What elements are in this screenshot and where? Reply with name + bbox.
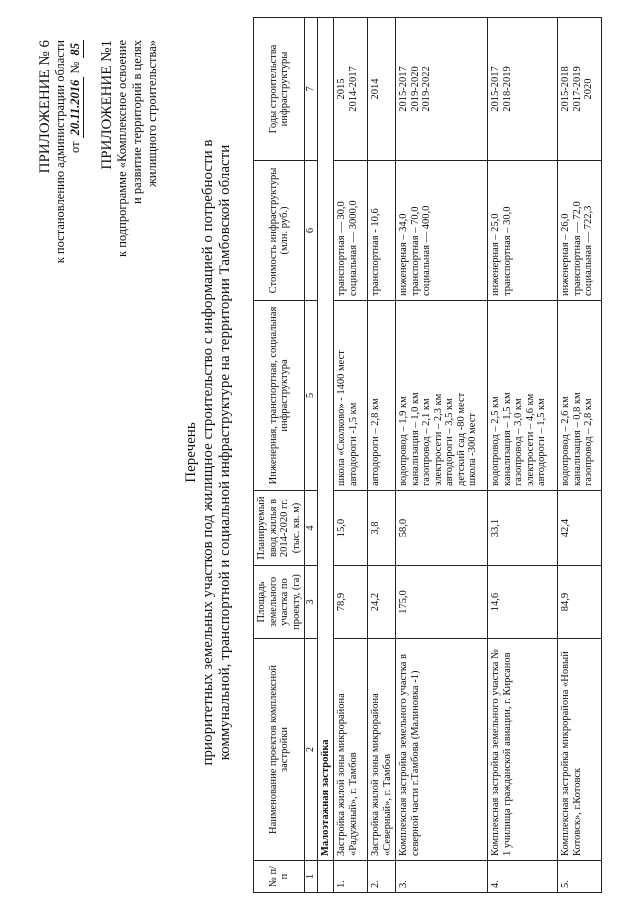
- handwritten-number: 85: [68, 40, 84, 59]
- infra-line: газопровод – 3,0 км: [513, 398, 524, 486]
- cell-years: [396, 18, 488, 161]
- infra-line: канализация – 0,8 км: [571, 392, 583, 486]
- cell-cost: [488, 161, 558, 301]
- cost-line: транспортная — 30,0: [336, 201, 347, 296]
- table-row: [488, 18, 558, 893]
- infra-line: канализация – 1,0 км: [409, 392, 421, 486]
- cell-no: 3.: [396, 861, 488, 893]
- table-row: [396, 18, 488, 893]
- infra-line: школа «Сколково» - 1400 мест: [336, 350, 347, 486]
- infra-line: газопровод – 2,8 км: [583, 398, 594, 486]
- subprogram-line: жилищного строительства»: [145, 40, 159, 187]
- infra-line: водопровод – 2,6 км: [560, 396, 571, 486]
- years-line: 2018-2019: [501, 66, 513, 112]
- cell-cost: [334, 161, 368, 301]
- table-header-row: [254, 18, 305, 893]
- years-line: 2015-2018: [560, 66, 571, 112]
- infra-line: автодороги – 1,5 км: [536, 398, 547, 486]
- cell-name: Комплексная застройка микрорайона «Новый Котовск», г.Котовск: [558, 639, 602, 861]
- cell-no: 5.: [558, 861, 602, 893]
- infra-line: водопровод – 2,5 км: [490, 396, 501, 486]
- years-line: 2020: [583, 78, 594, 100]
- title-line: коммунальной, транспортной и социальной инфраструктуре на территории Тамбовской области: [217, 144, 233, 761]
- infra-line: автодороги -1,5 км: [347, 402, 359, 486]
- infra-line: газопровод – 2,1 км: [421, 398, 432, 486]
- number-prefix: №: [68, 61, 82, 74]
- cell-housing: 58,0: [396, 491, 488, 566]
- cell-area: 175,0: [396, 566, 488, 639]
- years-line: 2015: [336, 78, 347, 100]
- col-header: Годы строительства инфраструктуры: [254, 18, 305, 161]
- cell-area: 24,2: [368, 566, 396, 639]
- cost-line: транспортная - 10,6: [370, 208, 381, 296]
- cell-infra: [334, 301, 368, 491]
- infrastructure-table: [253, 17, 602, 893]
- title-heading: Перечень: [183, 422, 199, 483]
- cell-name: Комплексная застройка земельного участка в северной части г.Тамбова (Малиновка -1): [396, 639, 488, 861]
- cost-line: социальная — 722,3: [583, 205, 594, 296]
- cost-line: транспортная — 72,0: [571, 201, 583, 296]
- cost-line: инженерная – 34,0: [398, 213, 409, 296]
- cell-area: 14,6: [488, 566, 558, 639]
- col-header: Площадь земельного участка по проекту, (га): [254, 566, 305, 639]
- column-number: 2: [305, 639, 318, 861]
- cell-infra: [368, 301, 396, 491]
- cell-years: [334, 18, 368, 161]
- cell-housing: 33,1: [488, 491, 558, 566]
- years-line: 2014: [370, 78, 381, 100]
- cell-infra: [396, 301, 488, 491]
- cost-line: транспортная – 30,0: [501, 206, 513, 296]
- column-number: 3: [305, 566, 318, 639]
- cost-line: инженерная – 25,0: [490, 213, 501, 296]
- cell-no: 2.: [368, 861, 396, 893]
- date-prefix: от: [68, 141, 82, 153]
- appendix-1-title: ПРИЛОЖЕНИЕ №1: [99, 40, 115, 170]
- decree-line: к постановлению администрации области: [53, 40, 67, 264]
- table-row: [558, 18, 602, 893]
- infra-line: школа -300 мест: [467, 413, 478, 486]
- cell-name: Комплексная застройка земельного участка № 1 училища гражданской авиации, г. Кирсанов: [488, 639, 558, 861]
- col-header: Наименование проектов комплексной застройки: [254, 639, 305, 861]
- infra-line: канализация – 1,5 км: [501, 392, 513, 486]
- cell-housing: 42,4: [558, 491, 602, 566]
- subprogram-line: к подпрограмме «Комплексное освоение: [115, 40, 129, 257]
- cell-years: [488, 18, 558, 161]
- infra-line: электросети – 2,3 км: [432, 393, 444, 486]
- document-title: [183, 0, 234, 905]
- years-line: 2019-2022: [421, 66, 432, 112]
- infra-line: электросети – 4,6 км: [524, 393, 536, 486]
- cell-years: [368, 18, 396, 161]
- cell-no: 4.: [488, 861, 558, 893]
- years-line: 2015-2017: [490, 66, 501, 112]
- column-number: 1: [305, 861, 318, 893]
- cost-line: инженерная – 26,0: [560, 213, 571, 296]
- cell-cost: [396, 161, 488, 301]
- infra-line: детский сад -80 мест: [455, 392, 467, 486]
- years-line: 2017-2019: [571, 66, 583, 112]
- col-header: № п/п: [254, 861, 305, 893]
- cell-cost: [368, 161, 396, 301]
- col-header: Инженерная, транспортная, социальная инфраструктура: [254, 301, 305, 491]
- appendix-6-block: [38, 40, 84, 263]
- years-line: 2015-2017: [398, 66, 409, 112]
- cell-years: [558, 18, 602, 161]
- years-line: 2014-2017: [347, 66, 359, 112]
- appendix-6-title: ПРИЛОЖЕНИЕ № 6: [37, 40, 53, 174]
- column-number: 5: [305, 301, 318, 491]
- col-header: Стоимость инфраструктуры (млн. руб.): [254, 161, 305, 301]
- infra-line: автодороги – 2,8 км: [370, 398, 381, 486]
- section-title: Малоэтажная застройка: [317, 18, 334, 861]
- infra-line: автодороги – 3,5 км: [444, 398, 455, 486]
- cell-name: Застройка жилой зоны микрорайона «Радужный», г. Тамбов: [334, 639, 368, 861]
- column-number: 4: [305, 491, 318, 566]
- cell-infra: [488, 301, 558, 491]
- column-number: 7: [305, 18, 318, 161]
- cell-housing: 3,8: [368, 491, 396, 566]
- years-line: 2019-2020: [409, 66, 421, 112]
- table-row: [368, 18, 396, 893]
- cost-line: транспортная – 70,0: [409, 206, 421, 296]
- section-row: [317, 18, 334, 893]
- appendix-1-block: [100, 40, 160, 257]
- cell-housing: 15,0: [334, 491, 368, 566]
- col-header: Планируемый ввод жилья в 2014-2020 гг. (тыс. кв. м): [254, 491, 305, 566]
- cost-line: социальная — 3000,0: [347, 200, 359, 296]
- subprogram-line: и развитие территорий в целях: [130, 40, 144, 204]
- handwritten-date: 20.11.2016: [68, 77, 84, 139]
- cell-infra: [558, 301, 602, 491]
- cell-no: 1.: [334, 861, 368, 893]
- cell-cost: [558, 161, 602, 301]
- cost-line: социальная — 400,0: [421, 205, 432, 296]
- title-line: приоритетных земельных участков под жилищное строительство с информацией о потребности в: [200, 139, 216, 766]
- table-row: [334, 18, 368, 893]
- cell-name: Застройка жилой зоны микрорайона «Северный», г. Тамбов: [368, 639, 396, 861]
- infra-line: водопровод – 1,9 км: [398, 396, 409, 486]
- cell-area: 78,9: [334, 566, 368, 639]
- section-spacer: [317, 861, 334, 893]
- column-number: 6: [305, 161, 318, 301]
- column-number-row: [305, 18, 318, 893]
- cell-area: 84,9: [558, 566, 602, 639]
- decree-date-line: [68, 40, 84, 263]
